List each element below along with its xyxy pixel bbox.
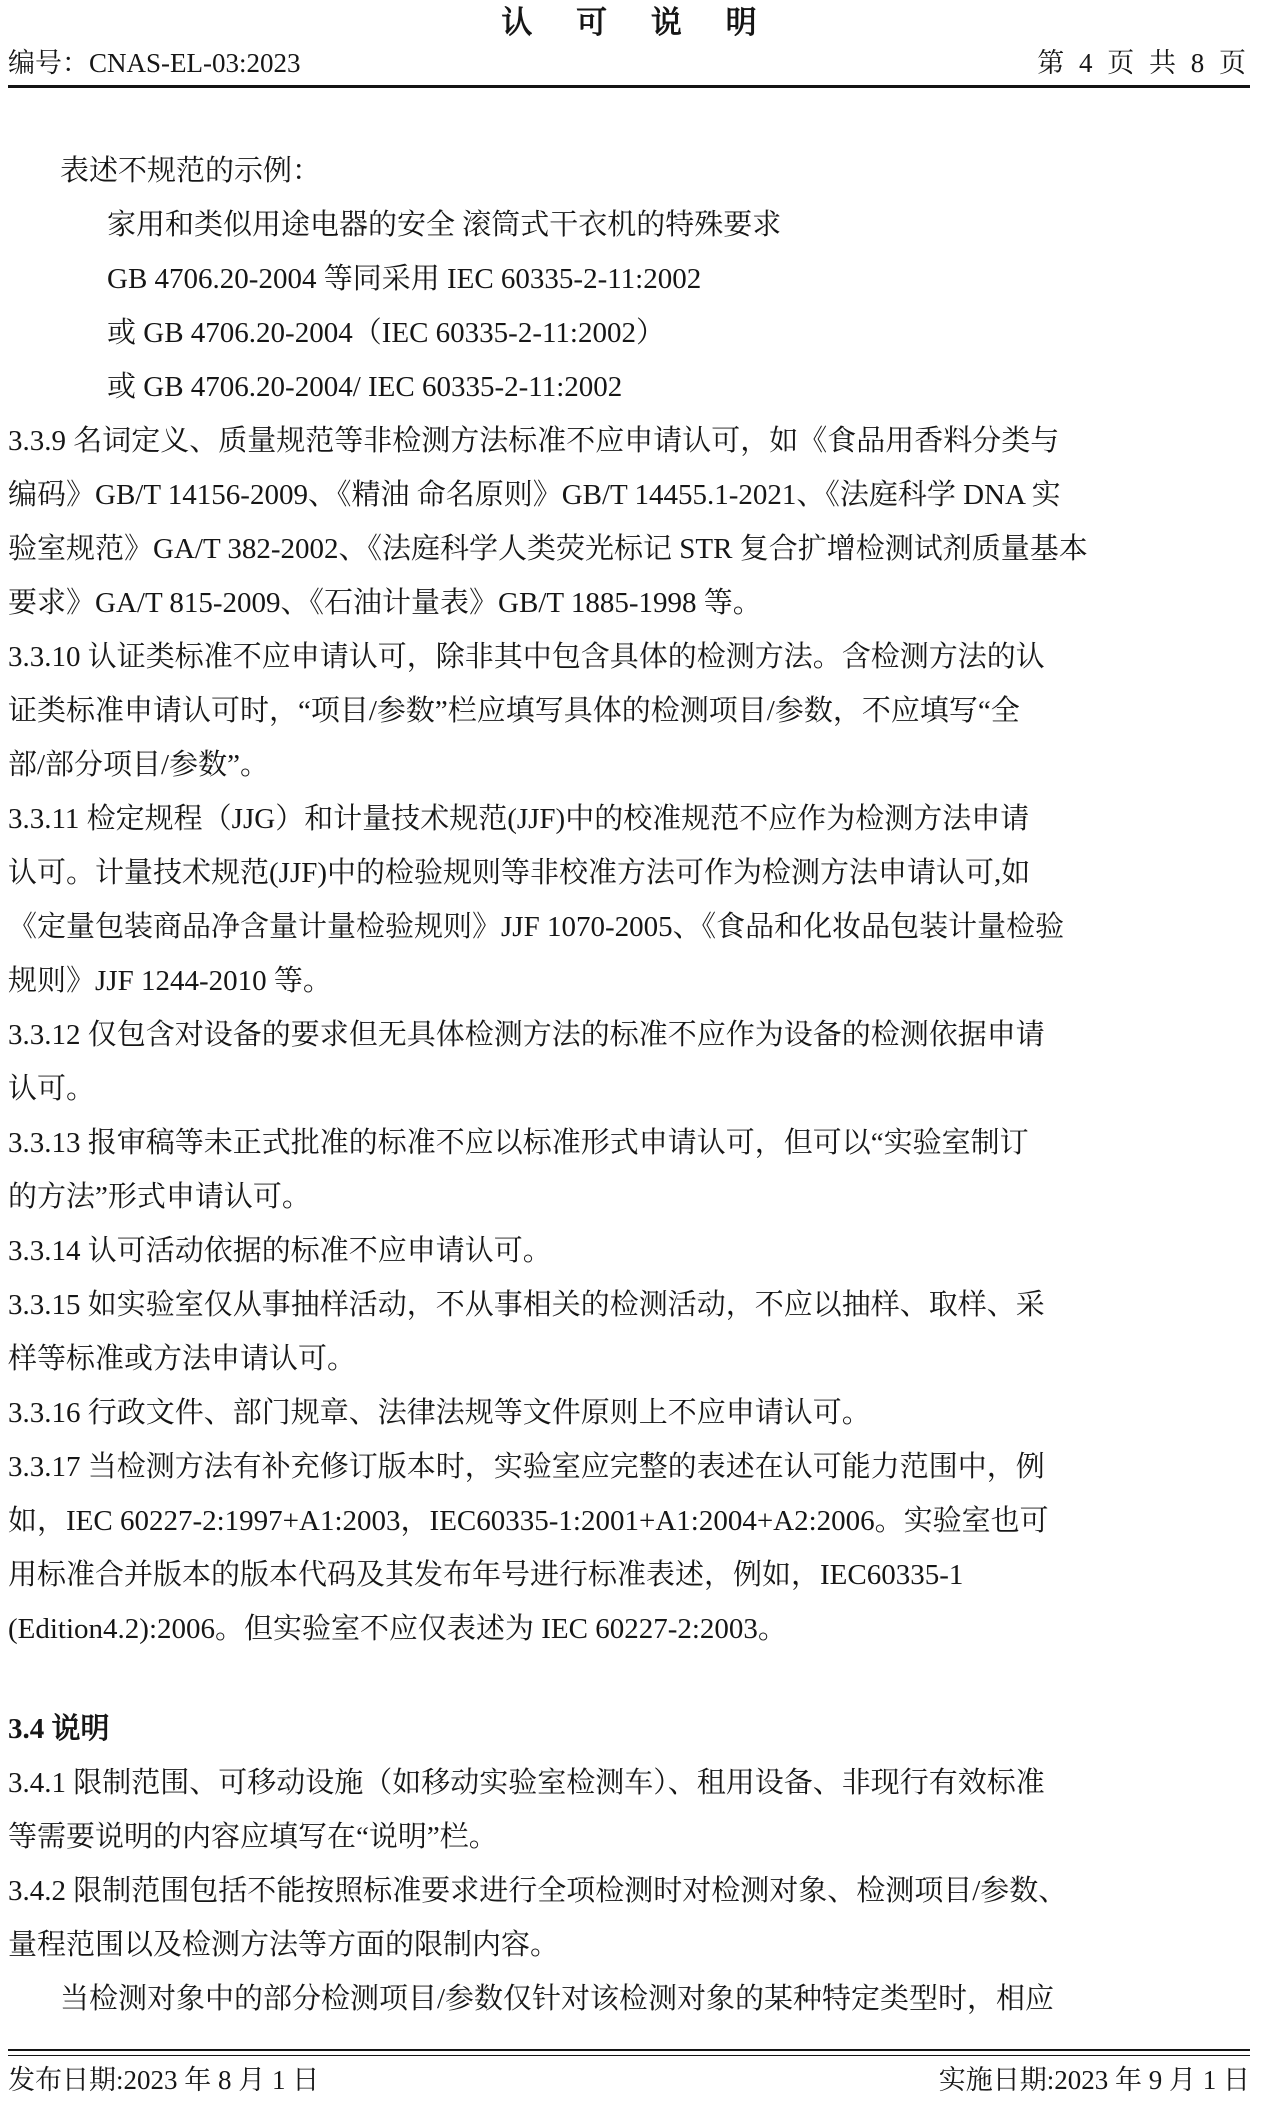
body-line: 3.3.14 认可活动依据的标准不应申请认可。 bbox=[8, 1235, 552, 1267]
page-footer bbox=[0, 2049, 1280, 2097]
body-line: 部/部分项目/参数”。 bbox=[8, 749, 269, 781]
footer-rule bbox=[8, 2049, 1250, 2056]
page-indicator: 第 4 页 共 8 页 bbox=[1037, 48, 1250, 78]
body-line: 样等标准或方法申请认可。 bbox=[8, 1343, 357, 1375]
body-line: 3.3.10 认证类标准不应申请认可，除非其中包含具体的检测方法。含检测方法的认 bbox=[8, 641, 1045, 673]
body-line: 或 GB 4706.20-2004（IEC 60335-2-11:2002） bbox=[107, 317, 665, 349]
body-line: 《定量包装商品净含量计量检验规则》JJF 1070-2005、《食品和化妆品包装计量检验 bbox=[8, 911, 1065, 943]
page-header bbox=[0, 0, 1280, 85]
page-title: 认 可 说 明 bbox=[501, 5, 775, 40]
body-line: 3.4.1 限制范围、可移动设施（如移动实验室检测车）、租用设备、非现行有效标准 bbox=[8, 1767, 1045, 1799]
footer-row bbox=[8, 2063, 1250, 2097]
body-line: 证类标准申请认可时，“项目/参数”栏应填写具体的检测项目/参数，不应填写“全 bbox=[8, 695, 1020, 727]
body-line: 的方法”形式申请认可。 bbox=[8, 1181, 311, 1213]
body-line: 表述不规范的示例： bbox=[60, 155, 322, 187]
body-line: 3.3.17 当检测方法有补充修订版本时，实验室应完整的表述在认可能力范围中，例 bbox=[8, 1451, 1045, 1483]
section-heading: 3.4 说明 bbox=[8, 1713, 110, 1745]
body-line: 3.3.15 如实验室仅从事抽样活动，不从事相关的检测活动，不应以抽样、取样、采 bbox=[8, 1289, 1045, 1321]
doc-number: 编号：CNAS-EL-03:2023 bbox=[8, 48, 301, 78]
body-line: 编码》GB/T 14156-2009、《精油 命名原则》GB/T 14455.1-2021、《法庭科学 DNA 实 bbox=[8, 479, 1061, 511]
implement-date: 实施日期:2023 年 9 月 1 日 bbox=[938, 2065, 1250, 2095]
issue-date: 发布日期:2023 年 8 月 1 日 bbox=[8, 2065, 320, 2095]
body-line: (Edition4.2):2006。但实验室不应仅表述为 IEC 60227-2:2003。 bbox=[8, 1613, 787, 1645]
body-line: 3.3.13 报审稿等未正式批准的标准不应以标准形式申请认可，但可以“实验室制订 bbox=[8, 1127, 1029, 1159]
body-line: 用标准合并版本的版本代码及其发布年号进行标准表述，例如，IEC60335-1 bbox=[8, 1559, 964, 1591]
body-line: 量程范围以及检测方法等方面的限制内容。 bbox=[8, 1929, 560, 1961]
body-line: 如，IEC 60227-2:1997+A1:2003，IEC60335-1:2001+A1:2004+A2:2006。实验室也可 bbox=[8, 1505, 1049, 1537]
body-line: 3.4.2 限制范围包括不能按照标准要求进行全项检测时对检测对象、检测项目/参数、 bbox=[8, 1875, 1068, 1907]
body-line: 等需要说明的内容应填写在“说明”栏。 bbox=[8, 1821, 498, 1853]
body-line: 认可。计量技术规范(JJF)中的检验规则等非校准方法可作为检测方法申请认可,如 bbox=[8, 857, 1031, 889]
body-line: 3.3.12 仅包含对设备的要求但无具体检测方法的标准不应作为设备的检测依据申请 bbox=[8, 1019, 1045, 1051]
body-line: 当检测对象中的部分检测项目/参数仅针对该检测对象的某种特定类型时，相应 bbox=[60, 1983, 1055, 2015]
header-meta-row bbox=[8, 46, 1250, 85]
body-line: 家用和类似用途电器的安全 滚筒式干衣机的特殊要求 bbox=[107, 209, 782, 241]
body-line: 要求》GA/T 815-2009、《石油计量表》GB/T 1885-1998 等。 bbox=[8, 587, 762, 619]
body-line: 验室规范》GA/T 382-2002、《法庭科学人类荧光标记 STR 复合扩增检测试剂质量基本 bbox=[8, 533, 1088, 565]
body-line: 3.3.9 名词定义、质量规范等非检测方法标准不应申请认可，如《食品用香料分类与 bbox=[8, 425, 1060, 457]
body-line: GB 4706.20-2004 等同采用 IEC 60335-2-11:2002 bbox=[107, 263, 702, 295]
document-body bbox=[0, 88, 1280, 2026]
body-line: 或 GB 4706.20-2004/ IEC 60335-2-11:2002 bbox=[107, 371, 623, 403]
body-line: 认可。 bbox=[8, 1073, 96, 1105]
body-line: 3.3.11 检定规程（JJG）和计量技术规范(JJF)中的校准规范不应作为检测方法申请 bbox=[8, 803, 1030, 835]
body-line: 规则》JJF 1244-2010 等。 bbox=[8, 965, 332, 997]
body-line: 3.3.16 行政文件、部门规章、法律法规等文件原则上不应申请认可。 bbox=[8, 1397, 871, 1429]
